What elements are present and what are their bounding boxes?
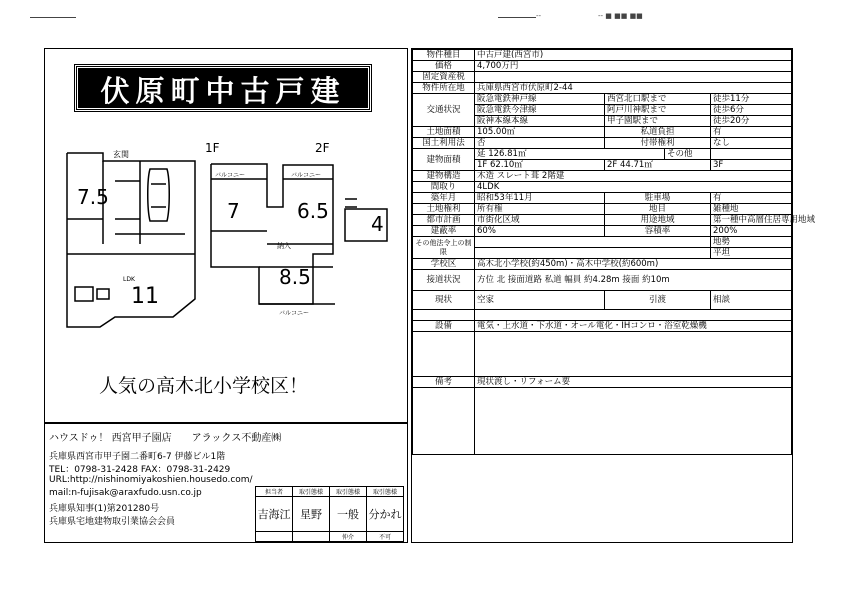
header-rule-mid [498,17,536,18]
spec-label: 駐車場 [605,193,711,204]
spec-value: なし [711,138,792,149]
floor3-area: 3F [711,160,792,171]
agency-mail-text[interactable]: mail:n-fujisak@araxfudo.usn.co.jp [49,488,202,498]
price-value: 4,700万円 [475,61,792,72]
spec-value: 市街化区域 [475,215,605,226]
stamp-cell: 吉海江 [256,497,293,532]
agency-url-text[interactable]: URL:http://nishinomiyakoshien.housedo.com/ [49,475,253,485]
spec-value: 平坦 [711,248,792,259]
staff-stamps [255,486,404,542]
agency-mail[interactable] [49,488,202,498]
spec-label: 都市計画 [413,215,475,226]
spec-label: 付帯権利 [605,138,711,149]
traffic-station: 阿戸川神駅まで [605,105,711,116]
spec-label: 土地面積 [413,127,475,138]
traffic-station: 西宮北口駅まで [605,94,711,105]
spec-label: 価格 [413,61,475,72]
spec-label: 接道状況 [413,270,475,291]
traffic-time: 徒歩20分 [711,116,792,127]
spec-value: 第一種中高層住居専用地域 [711,215,792,226]
stamp-head: 担当者 [256,487,293,497]
room-7-5: 7.5 [77,185,109,209]
agency-name: ハウスドゥ！ 西宮甲子園店 アラックス不動産㈱ [49,433,282,444]
spec-label: 間取り [413,182,475,193]
spec-value: 地勢 [711,237,792,248]
spec-value: 雑種地 [711,204,792,215]
stamp-cell: 分かれ [367,497,404,532]
stamp-foot: 仲介 [330,532,367,542]
stamp-cell: 一般 [330,497,367,532]
spec-value: 否 [475,138,605,149]
floor1-label: 1F [205,141,220,155]
agency-url[interactable] [49,475,253,485]
spec-label: 建物面積 [413,149,475,171]
spec-value: 有 [711,127,792,138]
agency-info [44,423,408,543]
school-headline: 人気の高木北小学校区！ [99,375,309,397]
floor2-outline [211,164,333,304]
spec-value: 60% [475,226,605,237]
spec-sheet [411,48,816,543]
agency-license: 兵庫県知事(1)第201280号 [49,504,160,514]
spec-label: 容積率 [605,226,711,237]
spec-value: 相談 [711,291,792,310]
floor2-area: 2F 44.71㎡ [605,160,711,171]
spec-label: 引渡 [605,291,711,310]
spec-label: 現状 [413,291,475,310]
closet-label: 納入 [277,242,291,250]
room-6-5: 6.5 [297,199,329,223]
spec-label: 用途地域 [605,215,711,226]
spec-label: 物件所在地 [413,83,475,94]
agency-tel: TEL：0798-31-2428 FAX：0798-31-2429 [49,465,231,475]
car-icon [148,169,170,221]
balcony-label-3: バルコニー [279,310,310,317]
building-total: 延 126.81㎡ [475,149,665,160]
header-mid-text: -- [536,12,542,20]
spec-label: 設備 [413,321,475,332]
spec-label: その他法令上の制限 [413,237,475,259]
header-text: -- ■ ■■ ■■ [598,12,643,20]
spec-label: 築年月 [413,193,475,204]
spec-value: 空家 [475,291,605,310]
traffic-label: 交通状況 [413,94,475,127]
flyer-panel [44,48,408,423]
road-value: 方位 北 接面道路 私道 幅員 約4.28m 接面 約10m [475,270,792,291]
room-ldk-11: 11 [131,284,159,309]
spec-label: その他 [665,149,711,160]
spec-value: 4LDK [475,182,792,193]
spec-label: 備考 [413,377,475,388]
facility-value: 電気・上水道・下水道・オール電化・IHコンロ・浴室乾燥機 [475,321,792,332]
traffic-time: 徒歩6分 [711,105,792,116]
room-7: 7 [227,199,240,223]
room-4: 4 [371,212,384,236]
stamp-head: 取引態様 [293,487,330,497]
traffic-line: 阪神本線本線 [475,116,605,127]
spec-label: 国土利用法 [413,138,475,149]
spec-label: 地目 [605,204,711,215]
spec-label: 物件種目 [413,50,475,61]
traffic-station: 甲子園駅まで [605,116,711,127]
property-title: 伏原町中古戸建 [75,65,371,111]
room-8-5: 8.5 [279,265,311,289]
stamp-foot: 不可 [367,532,404,542]
remarks-value: 現状渡し・リフォーム要 [475,377,792,388]
spec-label: 建蔽率 [413,226,475,237]
spec-value [475,72,792,83]
spec-label: 私道負担 [605,127,711,138]
balcony-label-2: バルコニー [291,172,322,179]
stamp-head: 取引態様 [367,487,404,497]
traffic-time: 徒歩11分 [711,94,792,105]
spec-value: 所有権 [475,204,605,215]
agency-association: 兵庫県宅地建物取引業協会会員 [49,517,176,527]
floor2-label: 2F [315,141,330,155]
spec-label: 学校区 [413,259,475,270]
address-value: 兵庫県西宮市伏原町2-44 [475,83,792,94]
ldk-label: LDK [123,276,135,283]
stamp-head: 取引態様 [330,487,367,497]
floor1-area: 1F 62.10㎡ [475,160,605,171]
stamp-foot [256,532,293,542]
land-area: 105.00㎡ [475,127,605,138]
traffic-line: 阪急電鉄今津線 [475,105,605,116]
spec-value: 200% [711,226,792,237]
school-value: 高木北小学校(約450m)・高木中学校(約600m) [475,259,792,270]
stamp-cell: 星野 [293,497,330,532]
agency-address: 兵庫県西宮市甲子園二番町6-7 伊藤ビル1階 [49,452,226,462]
spec-label: 固定資産税 [413,72,475,83]
spec-value: 有 [711,193,792,204]
spec-label: 土地権利 [413,204,475,215]
spec-label: 建物構造 [413,171,475,182]
spec-value: 木造 スレート葺 2階建 [475,171,792,182]
traffic-line: 阪急電鉄神戸線 [475,94,605,105]
spec-value: 中古戸建(西宮市) [475,50,792,61]
spec-table [412,49,816,455]
spec-value: 昭和53年11月 [475,193,605,204]
balcony-label-1: バルコニー [215,172,246,179]
header-rule-left [30,17,76,18]
stamp-foot [293,532,330,542]
entrance-label: 玄関 [113,150,129,159]
